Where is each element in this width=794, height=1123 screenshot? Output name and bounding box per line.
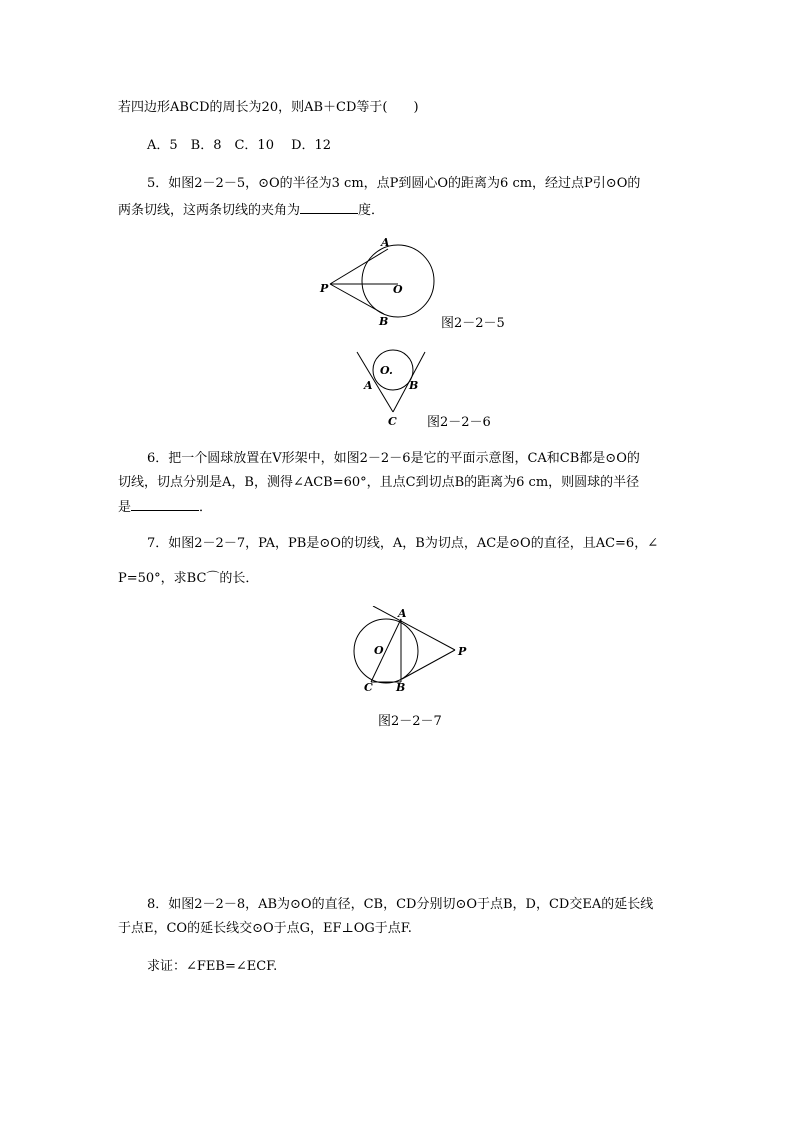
label-o: O (374, 644, 384, 657)
figure-2-2-7 (345, 606, 475, 698)
label-p: P (320, 282, 329, 295)
tangent-pa (330, 249, 388, 284)
q4-options: A．5 B．8 C．10 D．12 (147, 138, 332, 153)
label-b: B (379, 315, 389, 328)
q8-line1: 8．如图2－2－8，AB为⊙O的直径，CB，CD分别切⊙O于点B，D，CD交EA的延长线 (147, 897, 654, 912)
circle-o (362, 245, 434, 317)
q4-text: 若四边形ABCD的周长为20，则AB＋CD等于( ) (118, 100, 419, 115)
q8-line3: 求证：∠FEB=∠ECF. (147, 959, 278, 974)
q5-line2-prefix: 两条切线，这两条切线的夹角为 (118, 203, 301, 218)
figure-2-2-5-caption: 图2－2－5 (441, 316, 505, 331)
label-b: B (396, 681, 406, 694)
q8-line2: 于点E，CO的延长线交⊙O于点G，EF⊥OG于点F. (118, 921, 412, 936)
q7-line2: P=50°，求BC⌒的长． (118, 571, 259, 586)
q5-line2-suffix: 度． (358, 203, 385, 218)
figure-2-2-6 (350, 348, 430, 430)
label-b: B (409, 379, 419, 392)
q6-line3-suffix: ． (199, 500, 213, 515)
tangent-pb (402, 650, 455, 679)
label-c: C (388, 415, 397, 428)
figure-2-2-5 (310, 232, 450, 332)
q5-answer-blank[interactable] (300, 200, 358, 214)
figure-2-2-7-caption: 图2－2－7 (378, 714, 442, 729)
q6-line3-prefix: 是 (118, 500, 132, 515)
circle-o (373, 350, 413, 390)
figure-2-2-6-caption: 图2－2－6 (427, 415, 491, 430)
tangent-pa (373, 606, 455, 650)
label-a: A (398, 607, 407, 620)
label-a: A (381, 236, 390, 249)
label-a: A (364, 379, 373, 392)
label-p: P (458, 645, 467, 658)
tangent-pb (330, 284, 384, 314)
q6-line3 (118, 497, 212, 517)
label-o: O. (380, 364, 393, 377)
q6-line1: 6．把一个圆球放置在V形架中，如图2－2－6是它的平面示意图，CA和CB都是⊙O的 (147, 451, 640, 466)
label-c: C (364, 681, 373, 694)
q5-line2 (118, 200, 384, 220)
q5-line1: 5．如图2－2－5，⊙O的半径为3 cm，点P到圆心O的距离为6 cm，经过点P引⊙O的 (147, 176, 641, 191)
q7-line1: 7．如图2－2－7，PA，PB是⊙O的切线，A，B为切点，AC是⊙O的直径，且AC=6，∠ (147, 536, 659, 551)
label-o: O (393, 283, 403, 296)
q6-line2: 切线，切点分别是A，B，测得∠ACB=60°，且点C到切点B的距离为6 cm，则圆球的半径 (118, 475, 640, 490)
q6-answer-blank[interactable] (131, 497, 199, 511)
